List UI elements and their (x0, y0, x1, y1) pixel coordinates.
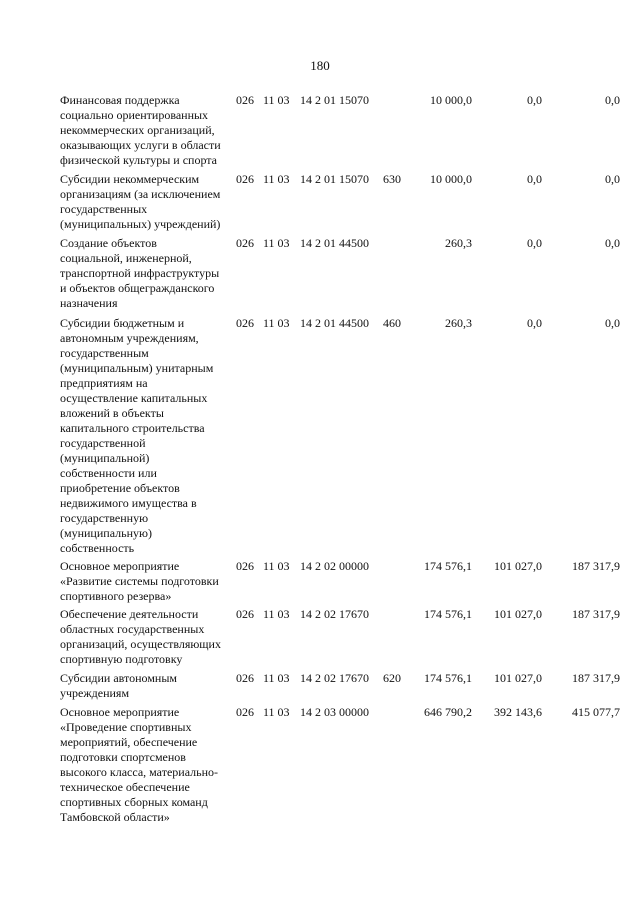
amount-year-3: 415 077,7 (572, 705, 620, 719)
section-code: 11 03 (263, 93, 290, 107)
row-name: Финансовая поддержка социально ориентированных некоммерческих организаций, оказывающих услуги в области физической культуры и спорта (60, 93, 221, 167)
amount-year-2: 0,0 (527, 316, 542, 330)
row-name: Обеспечение деятельности областных государственных организаций, осуществляющих спортивную подготовку (60, 607, 221, 666)
expense-type: 630 (383, 172, 401, 186)
amount-year-2: 101 027,0 (494, 607, 542, 621)
ministry-code: 026 (236, 671, 254, 685)
amount-year-3: 0,0 (605, 316, 620, 330)
target-article: 14 2 03 00000 (300, 705, 369, 719)
amount-year-1: 174 576,1 (424, 671, 472, 685)
amount-year-2: 101 027,0 (494, 559, 542, 573)
row-name: Субсидии бюджетным и автономным учреждениям, государственным (муниципальным) унитарным предприятиям на осуществление капитальных вложений в объекты капитального строительства государственной (муниципальной) собственности или приобретение объектов недвижимого имущества в государственную (муниципальную) собственность (60, 316, 214, 555)
target-article: 14 2 02 00000 (300, 559, 369, 573)
amount-year-1: 260,3 (445, 316, 472, 330)
ministry-code: 026 (236, 316, 254, 330)
amount-year-3: 0,0 (605, 172, 620, 186)
target-article: 14 2 02 17670 (300, 671, 369, 685)
target-article: 14 2 01 44500 (300, 316, 369, 330)
amount-year-3: 0,0 (605, 93, 620, 107)
ministry-code: 026 (236, 607, 254, 621)
amount-year-3: 187 317,9 (572, 671, 620, 685)
row-name: Субсидии автономным учреждениям (60, 671, 177, 700)
amount-year-2: 0,0 (527, 172, 542, 186)
amount-year-3: 187 317,9 (572, 559, 620, 573)
ministry-code: 026 (236, 172, 254, 186)
section-code: 11 03 (263, 559, 290, 573)
target-article: 14 2 01 15070 (300, 93, 369, 107)
amount-year-1: 646 790,2 (424, 705, 472, 719)
expense-type: 620 (383, 671, 401, 685)
amount-year-2: 0,0 (527, 93, 542, 107)
amount-year-2: 0,0 (527, 236, 542, 250)
target-article: 14 2 02 17670 (300, 607, 369, 621)
target-article: 14 2 01 15070 (300, 172, 369, 186)
amount-year-1: 260,3 (445, 236, 472, 250)
amount-year-2: 392 143,6 (494, 705, 542, 719)
section-code: 11 03 (263, 172, 290, 186)
section-code: 11 03 (263, 607, 290, 621)
target-article: 14 2 01 44500 (300, 236, 369, 250)
ministry-code: 026 (236, 236, 254, 250)
section-code: 11 03 (263, 236, 290, 250)
row-name: Создание объектов социальной, инженерной, транспортной инфраструктуры и объектов общегражданского назначения (60, 236, 220, 310)
ministry-code: 026 (236, 559, 254, 573)
amount-year-3: 0,0 (605, 236, 620, 250)
ministry-code: 026 (236, 705, 254, 719)
amount-year-3: 187 317,9 (572, 607, 620, 621)
ministry-code: 026 (236, 93, 254, 107)
amount-year-2: 101 027,0 (494, 671, 542, 685)
section-code: 11 03 (263, 705, 290, 719)
expense-type: 460 (383, 316, 401, 330)
section-code: 11 03 (263, 316, 290, 330)
amount-year-1: 174 576,1 (424, 607, 472, 621)
page-number: 180 (310, 58, 330, 73)
section-code: 11 03 (263, 671, 290, 685)
row-name: Субсидии некоммерческим организациям (за исключением государственных (муниципальных) учреждений) (60, 172, 221, 231)
row-name: Основное мероприятие «Проведение спортивных мероприятий, обеспечение подготовки спортсменов высокого класса, материально- техническое обеспечение спортивных сборных команд Тамбовской области» (60, 705, 218, 824)
amount-year-1: 10 000,0 (430, 93, 472, 107)
amount-year-1: 174 576,1 (424, 559, 472, 573)
row-name: Основное мероприятие «Развитие системы подготовки спортивного резерва» (60, 559, 219, 603)
amount-year-1: 10 000,0 (430, 172, 472, 186)
